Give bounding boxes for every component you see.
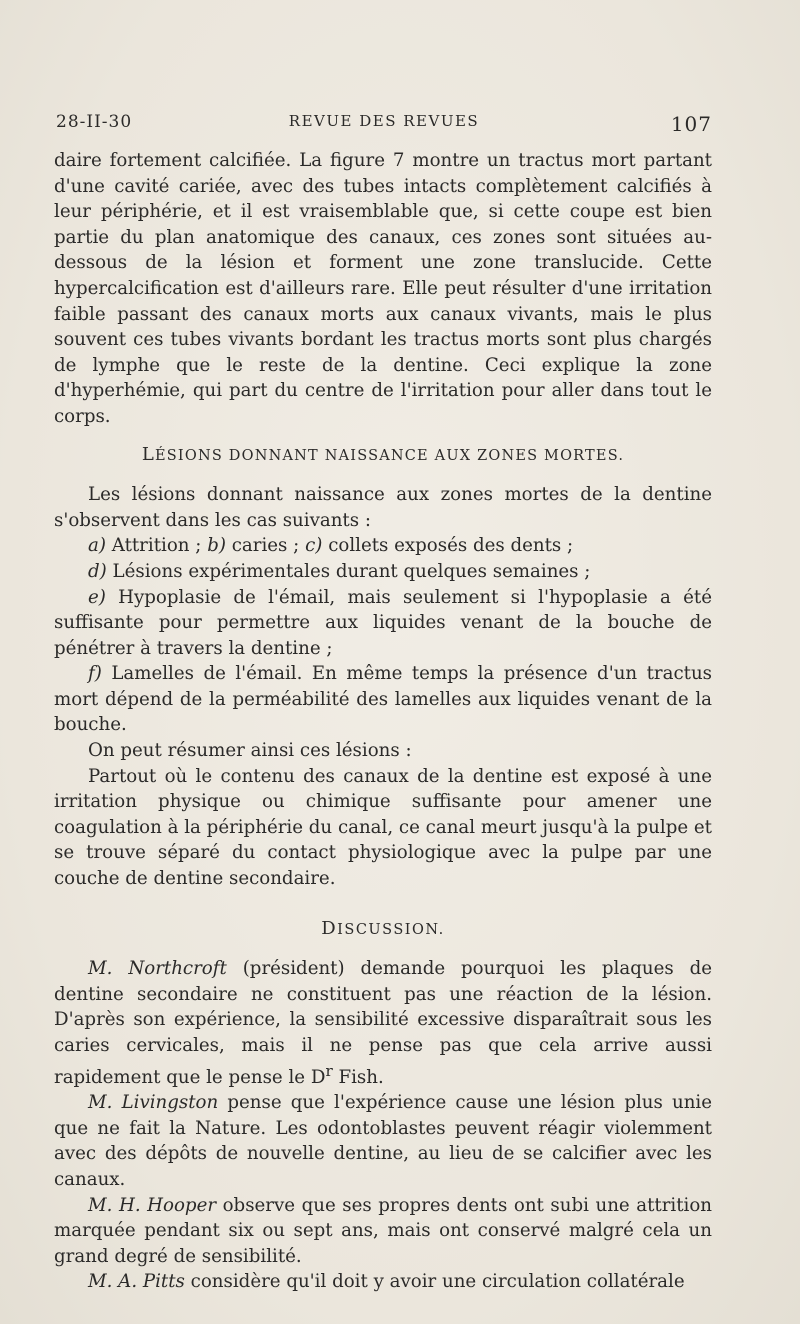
speaker-northcroft: M. Northcroft — [88, 958, 227, 980]
list-item-d — [54, 559, 712, 585]
list-item-f — [54, 661, 712, 738]
running-header — [56, 112, 712, 138]
heading-discussion-rest: ISCUSSION. — [337, 921, 445, 938]
list-marker-d: d) — [88, 560, 107, 582]
list-text-d: Lésions expérimentales durant quelques semaines ; — [112, 560, 591, 582]
speaker-pitts: M. A. Pitts — [88, 1271, 185, 1293]
text-northcroft: (président) demande pourquoi les plaques de dentine secondaire ne constituent pas une réaction de la lésion. D'après son expérience, la sensibilité excessive disparaîtrait sous les caries cervicales, mais il ne pense pas que cela arrive aussi rapidement que le pense le — [54, 958, 712, 1088]
list-item-a-b-c — [54, 533, 712, 559]
dr-abbrev: D — [310, 1066, 326, 1088]
header-date: 28-II-30 — [56, 112, 133, 132]
paragraph-continuation: daire fortement calcifiée. La figure 7 montre un tractus mort partant d'une cavité cariée, avec des tubes intacts complètement calcifiés à leur périphérie, et il est vraisemblable que, si cette coupe est bien partie du plan anatomique des canaux, ces zones sont situées au-dessous de la lésion et forment une zone translucide. Cette hypercalcification est d'ailleurs rare. Elle peut résulter d'une irritation faible passant des canaux morts aux canaux vivants, mais le plus souvent ces tubes vivants bordant les tractus morts sont plus chargés de lymphe que le reste de la dentine. Ceci explique la zone d'hyperhémie, qui part du centre de l'irritation pour aller dans tout le corps. — [54, 150, 712, 427]
text-livingston: pense que l'expérience cause une lésion plus unie que ne fait la Nature. Les odontoblastes peuvent réagir violemment avec des dépôts de nouvelle dentine, au lieu de se calcifier avec les canaux. — [54, 1092, 712, 1191]
paragraph-summary-intro: On peut résumer ainsi ces lésions : — [88, 740, 412, 762]
list-text-b: caries ; — [231, 535, 300, 557]
discussion-hooper — [54, 1193, 712, 1270]
section-heading-lesions — [54, 442, 712, 470]
text-hooper: observe que ses propres dents ont subi une attrition marquée pendant six ou sept ans, mais ont conservé malgré cela un grand degré de sensibilité. — [54, 1194, 712, 1267]
text-northcroft-end: Fish. — [332, 1066, 384, 1088]
discussion-livingston — [54, 1090, 712, 1192]
list-marker-a: a) — [88, 535, 106, 557]
heading-lesions-rest: ÉSIONS DONNANT NAISSANCE AUX ZONES MORTES. — [155, 447, 625, 464]
section-heading-discussion — [54, 916, 712, 944]
list-text-c: collets exposés des dents ; — [328, 535, 574, 557]
paragraph-lesions-intro: Les lésions donnant naissance aux zones mortes de la dentine s'observent dans les cas suivants : — [54, 484, 712, 531]
header-page-number: 107 — [670, 112, 712, 136]
dr-superscript: r — [325, 1061, 333, 1080]
list-text-e: Hypoplasie de l'émail, mais seulement si l'hypoplasie a été suffisante pour permettre aux liquides venant de la bouche de pénétrer à travers la dentine ; — [54, 586, 712, 659]
heading-discussion-initial: D — [321, 917, 338, 939]
list-marker-c: c) — [305, 535, 323, 557]
heading-lesions-initial: L — [141, 443, 156, 465]
list-marker-b: b) — [207, 535, 226, 557]
speaker-hooper: M. H. Hooper — [88, 1194, 217, 1216]
discussion-northcroft — [54, 956, 712, 1090]
list-item-e — [54, 585, 712, 662]
list-text-a: Attrition ; — [111, 535, 202, 557]
list-marker-f: f) — [88, 663, 102, 685]
discussion-pitts — [54, 1269, 712, 1295]
list-text-f: Lamelles de l'émail. En même temps la présence d'un tractus mort dépend de la perméabilité des lamelles aux liquides venant de la bouche. — [54, 663, 712, 736]
page-body — [54, 148, 712, 1295]
list-marker-e: e) — [88, 586, 106, 608]
paragraph-summary: Partout où le contenu des canaux de la dentine est exposé à une irritation physique ou chimique suffisante pour amener une coagulation à la périphérie du canal, ce canal meurt jusqu'à la pulpe et se trouve séparé du contact physiologique avec la pulpe par une couche de dentine secondaire. — [54, 765, 712, 890]
speaker-livingston: M. Livingston — [88, 1092, 219, 1114]
text-pitts: considère qu'il doit y avoir une circulation collatérale — [184, 1271, 685, 1293]
header-journal-title: REVUE DES REVUES — [288, 112, 480, 130]
